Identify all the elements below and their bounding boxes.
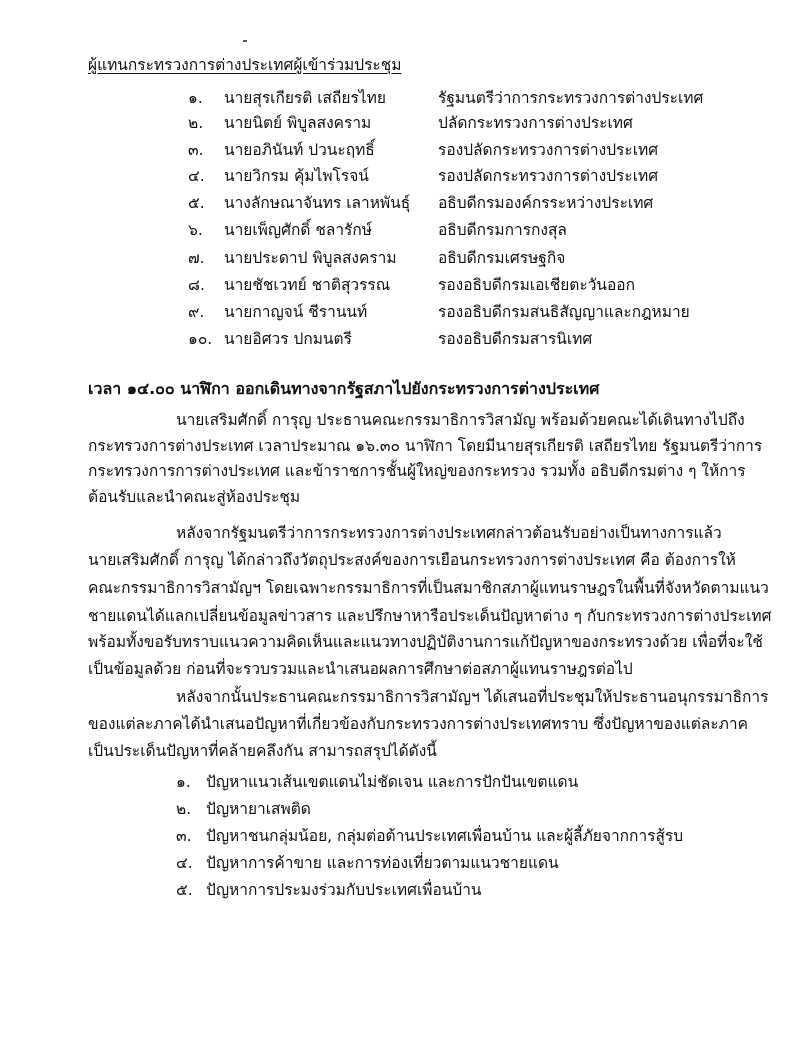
attendee-title: รองอธิบดีกรมเอเชียตะวันออก bbox=[438, 276, 636, 294]
attendee-number: ๘. bbox=[188, 276, 205, 294]
attendee-name: นายประดาป พิบูลสงคราม bbox=[224, 249, 397, 267]
issue-text: ปัญหาชนกลุ่มน้อย, กลุ่มต่อต้านประเทศเพื่อนบ้าน และผู้ลี้ภัยจากการสู้รบ bbox=[206, 827, 684, 845]
attendee-name: นายชัชเวทย์ ชาติสุวรรณ bbox=[224, 276, 391, 294]
attendee-number: ๗. bbox=[188, 249, 205, 267]
issue-item bbox=[176, 850, 559, 875]
paragraph-line: คณะกรรมาธิการวิสามัญฯ โดยเฉพาะกรรมาธิการที่เป็นสมาชิกสภาผู้แทนราษฎรในพื้นที่จังหวัดตามแนว bbox=[88, 579, 769, 597]
paragraph-line: หลังจากนั้นประธานคณะกรรมาธิการวิสามัญฯ ได้เสนอที่ประชุมให้ประธานอนุกรรมาธิการ bbox=[176, 688, 769, 706]
issue-number: ๔. bbox=[176, 854, 193, 872]
attendee-row bbox=[188, 272, 748, 298]
attendee-row bbox=[188, 245, 748, 271]
attendee-title: อธิบดีกรมองค์กรระหว่างประเทศ bbox=[438, 194, 654, 212]
attendee-name: นายเพ็ญศักดิ์ ชลารักษ์ bbox=[224, 221, 372, 239]
issue-text: ปัญหาการค้าขาย และการท่องเที่ยวตามแนวชายแดน bbox=[206, 854, 559, 872]
attendee-title: อธิบดีกรมเศรษฐกิจ bbox=[438, 249, 566, 267]
section-title: เวลา ๑๔.๐๐ นาฬิกา ออกเดินทางจากรัฐสภาไปยังกระทรวงการต่างประเทศ bbox=[88, 379, 600, 398]
issue-number: ๕. bbox=[176, 881, 193, 899]
issue-number: ๒. bbox=[176, 800, 192, 818]
issue-text: ปัญหาแนวเส้นเขตแดนไม่ชัดเจน และการปักปันเขตแดน bbox=[206, 773, 579, 791]
attendee-number: ๖. bbox=[188, 221, 203, 239]
attendee-title: ปลัดกระทรวงการต่างประเทศ bbox=[438, 114, 633, 132]
issue-number: ๓. bbox=[176, 827, 192, 845]
attendee-title: รองปลัดกระทรวงการต่างประเทศ bbox=[438, 167, 659, 185]
paragraph-line: กระทรวงการการต่างประเทศ และข้าราชการชั้นผู้ใหญ่ของกระทรวง รวมทั้ง อธิบดีกรมต่าง ๆ ให้การ bbox=[88, 462, 746, 480]
issue-item bbox=[176, 823, 683, 848]
attendee-title: อธิบดีกรมการกงสุล bbox=[438, 221, 567, 239]
paragraph-line: เป็นประเด็นปัญหาที่คล้ายคลึงกัน สามารถสรุปได้ดังนี้ bbox=[88, 742, 437, 760]
paragraph-line: นายเสริมศักดิ์ การุญ ได้กล่าวถึงวัตถุประสงค์ของการเยือนกระทรวงการต่างประเทศ คือ ต้องการให้ bbox=[88, 551, 736, 569]
attendee-row bbox=[188, 110, 748, 136]
paragraph-line: ชายแดนได้แลกเปลี่ยนข้อมูลข่าวสาร และปรึกษาหารือประเด็นปัญหาต่าง ๆ กับกระทรวงการต่างประเทศ bbox=[88, 607, 772, 625]
attendee-number: ๓. bbox=[188, 141, 204, 159]
attendee-row bbox=[188, 163, 748, 189]
attendee-name: นายอภินันท์ ปวนะฤทธิ์ bbox=[224, 141, 375, 159]
attendee-title: รัฐมนตรีว่าการกระทรวงการต่างประเทศ bbox=[438, 89, 704, 107]
issue-text: ปัญหาการประมงร่วมกับประเทศเพื่อนบ้าน bbox=[206, 881, 482, 899]
attendee-name: นายสุรเกียรติ เสถียรไทย bbox=[224, 89, 386, 107]
attendee-number: ๙. bbox=[188, 303, 205, 321]
attendee-title: รองอธิบดีกรมสารนิเทศ bbox=[438, 330, 593, 348]
attendee-number: ๕. bbox=[188, 194, 205, 212]
attendee-name: นางลักษณาจันทร เลาหพันธุ์ bbox=[224, 194, 411, 212]
attendee-number: ๑. bbox=[188, 89, 203, 107]
paragraph-line: นายเสริมศักดิ์ การุญ ประธานคณะกรรมาธิการวิสามัญ พร้อมด้วยคณะได้เดินทางไปถึง bbox=[176, 411, 745, 429]
paragraph-line: เป็นข้อมูลด้วย ก่อนที่จะรวบรวมและนำเสนอผลการศึกษาต่อสภาผู้แทนราษฎรต่อไป bbox=[88, 660, 633, 678]
attendee-row bbox=[188, 85, 748, 111]
paragraph-line: หลังจากรัฐมนตรีว่าการกระทรวงการต่างประเทศกล่าวต้อนรับอย่างเป็นทางการแล้ว bbox=[176, 524, 722, 542]
issue-text: ปัญหายาเสพติด bbox=[206, 800, 311, 818]
attendee-number: ๔. bbox=[188, 167, 205, 185]
attendee-row bbox=[188, 190, 748, 216]
attendee-name: นายนิตย์ พิบูลสงคราม bbox=[224, 114, 372, 132]
paragraph-line: พร้อมทั้งขอรับทราบแนวความคิดเห็นและแนวทางปฏิบัติงานการแก้ปัญหาของกระทรวงด้วย เพื่อที่จะใช้ bbox=[88, 633, 763, 651]
issue-item bbox=[176, 796, 311, 821]
attendee-number: ๒. bbox=[188, 114, 204, 132]
attendees-heading: ผู้แทนกระทรวงการต่างประเทศผู้เข้าร่วมประชุม bbox=[88, 56, 402, 74]
paragraph-line: กระทรวงการต่างประเทศ เวลาประมาณ ๑๖.๓๐ นาฬิกา โดยมีนายสุรเกียรติ เสถียรไทย รัฐมนตรีว่าการ bbox=[88, 437, 763, 455]
paragraph-line: ต้อนรับและนำคณะสู่ห้องประชุม bbox=[88, 488, 301, 506]
attendee-title: รองปลัดกระทรวงการต่างประเทศ bbox=[438, 141, 659, 159]
attendee-row bbox=[188, 326, 748, 352]
attendee-name: นายวิกรม คุ้มไพโรจน์ bbox=[224, 167, 369, 185]
attendee-row bbox=[188, 137, 748, 163]
attendee-name: นายอิศวร ปกมนตรี bbox=[224, 330, 352, 348]
attendee-row bbox=[188, 299, 748, 325]
issue-item bbox=[176, 877, 482, 902]
scan-speck bbox=[243, 40, 247, 42]
issue-number: ๑. bbox=[176, 773, 191, 791]
issue-item bbox=[176, 769, 578, 794]
attendee-name: นายกาญจน์ ชีรานนท์ bbox=[224, 303, 368, 321]
attendee-row bbox=[188, 217, 748, 243]
attendee-number: ๑๐. bbox=[188, 330, 213, 348]
paragraph-line: ของแต่ละภาคได้นำเสนอปัญหาที่เกี่ยวข้องกับกระทรวงการต่างประเทศทราบ ซึ่งปัญหาของแต่ละภาค bbox=[88, 715, 748, 733]
attendee-title: รองอธิบดีกรมสนธิสัญญาและกฎหมาย bbox=[438, 303, 690, 321]
